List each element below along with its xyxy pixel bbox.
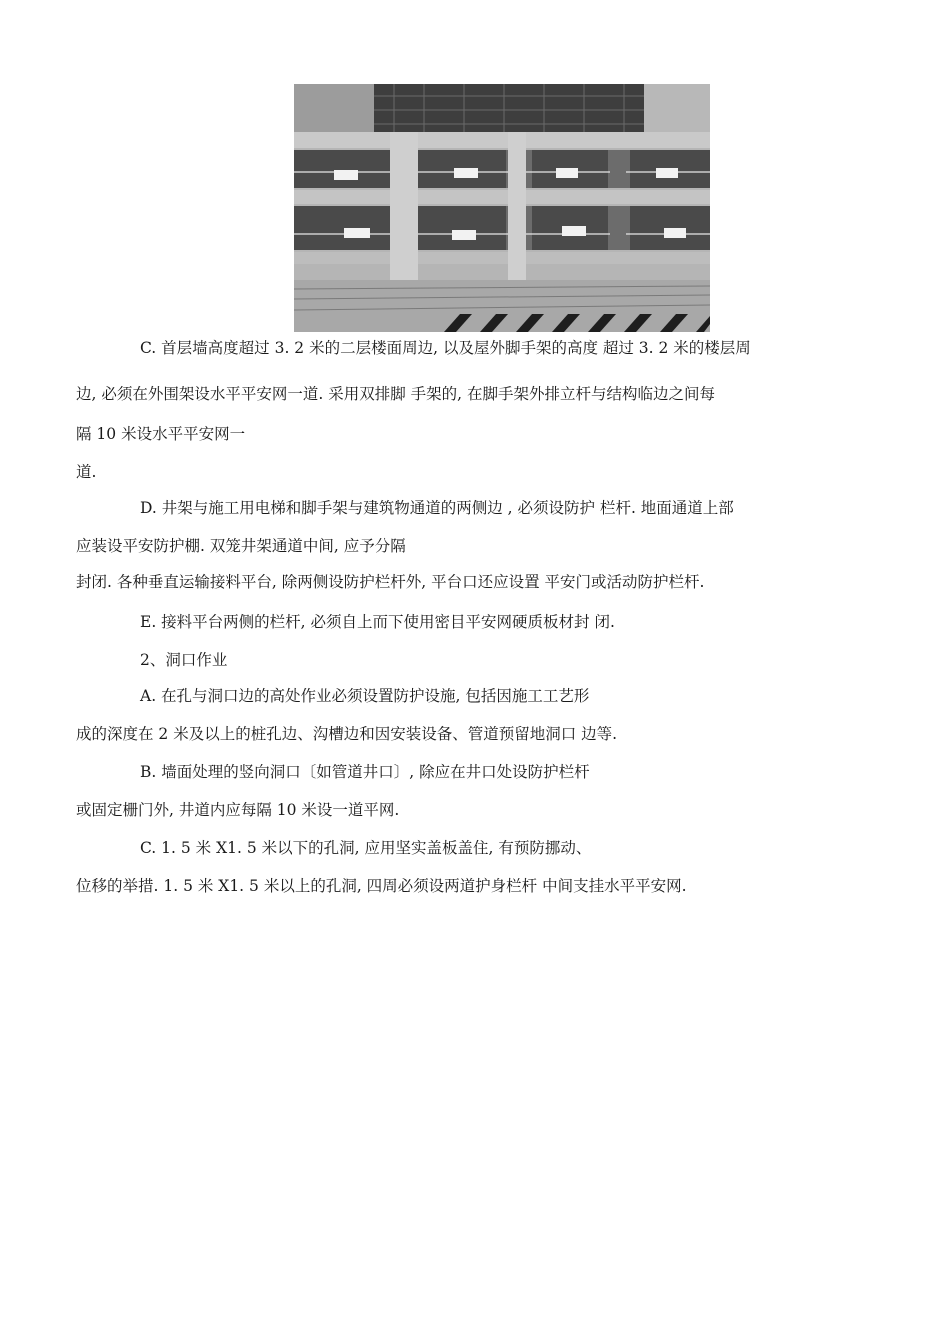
paragraph-c1-line1: C. 首层墙高度超过 3. 2 米的二层楼面周边, 以及屋外脚手架的高度 超过 3. 2 米的楼层周 [140,339,751,357]
paragraph-e-line1: E. 接料平台两侧的栏杆, 必须自上而下使用密目平安网硬质板材封 闭. [140,613,615,631]
paragraph-b-line2: 或固定栅门外, 井道内应每隔 10 米设一道平网. [76,801,400,819]
paragraph-c2-line1: C. 1. 5 米 X1. 5 米以下的孔洞, 应用坚实盖板盖住, 有预防挪动、 [140,839,592,857]
paragraph-c2-line2: 位移的举措. 1. 5 米 X1. 5 米以上的孔洞, 四周必须设两道护身栏杆 中间支挂水平平安网. [76,877,687,895]
section-2-heading: 2、洞口作业 [140,651,228,669]
paragraph-c1-line3: 隔 10 米设水平平安网一 [76,425,246,443]
paragraph-c1-line4: 道. [76,463,97,481]
paragraph-a-line1: A. 在孔与洞口边的高处作业必须设置防护设施, 包括因施工工艺形 [140,687,590,705]
paragraph-d-line3: 封闭. 各种垂直运输接料平台, 除两侧设防护栏杆外, 平台口还应设置 平安门或活动防护栏杆. [76,573,705,591]
paragraph-c1-line2: 边, 必须在外围架设水平平安网一道. 采用双排脚 手架的, 在脚手架外排立杆与结构临边之间每 [76,385,715,403]
construction-site-photo [294,84,710,332]
paragraph-a-line2: 成的深度在 2 米及以上的桩孔边、沟槽边和因安装设备、管道预留地洞口 边等. [76,725,618,743]
paragraph-d-line2: 应装设平安防护棚. 双笼井架通道中间, 应予分隔 [76,537,406,555]
paragraph-d-line1: D. 井架与施工用电梯和脚手架与建筑物通道的两侧边 , 必须设防护 栏杆. 地面通道上部 [140,499,734,517]
paragraph-b-line1: B. 墙面处理的竖向洞口〔如管道井口〕, 除应在井口处设防护栏杆 [140,763,590,781]
construction-photo-illustration [294,84,710,332]
